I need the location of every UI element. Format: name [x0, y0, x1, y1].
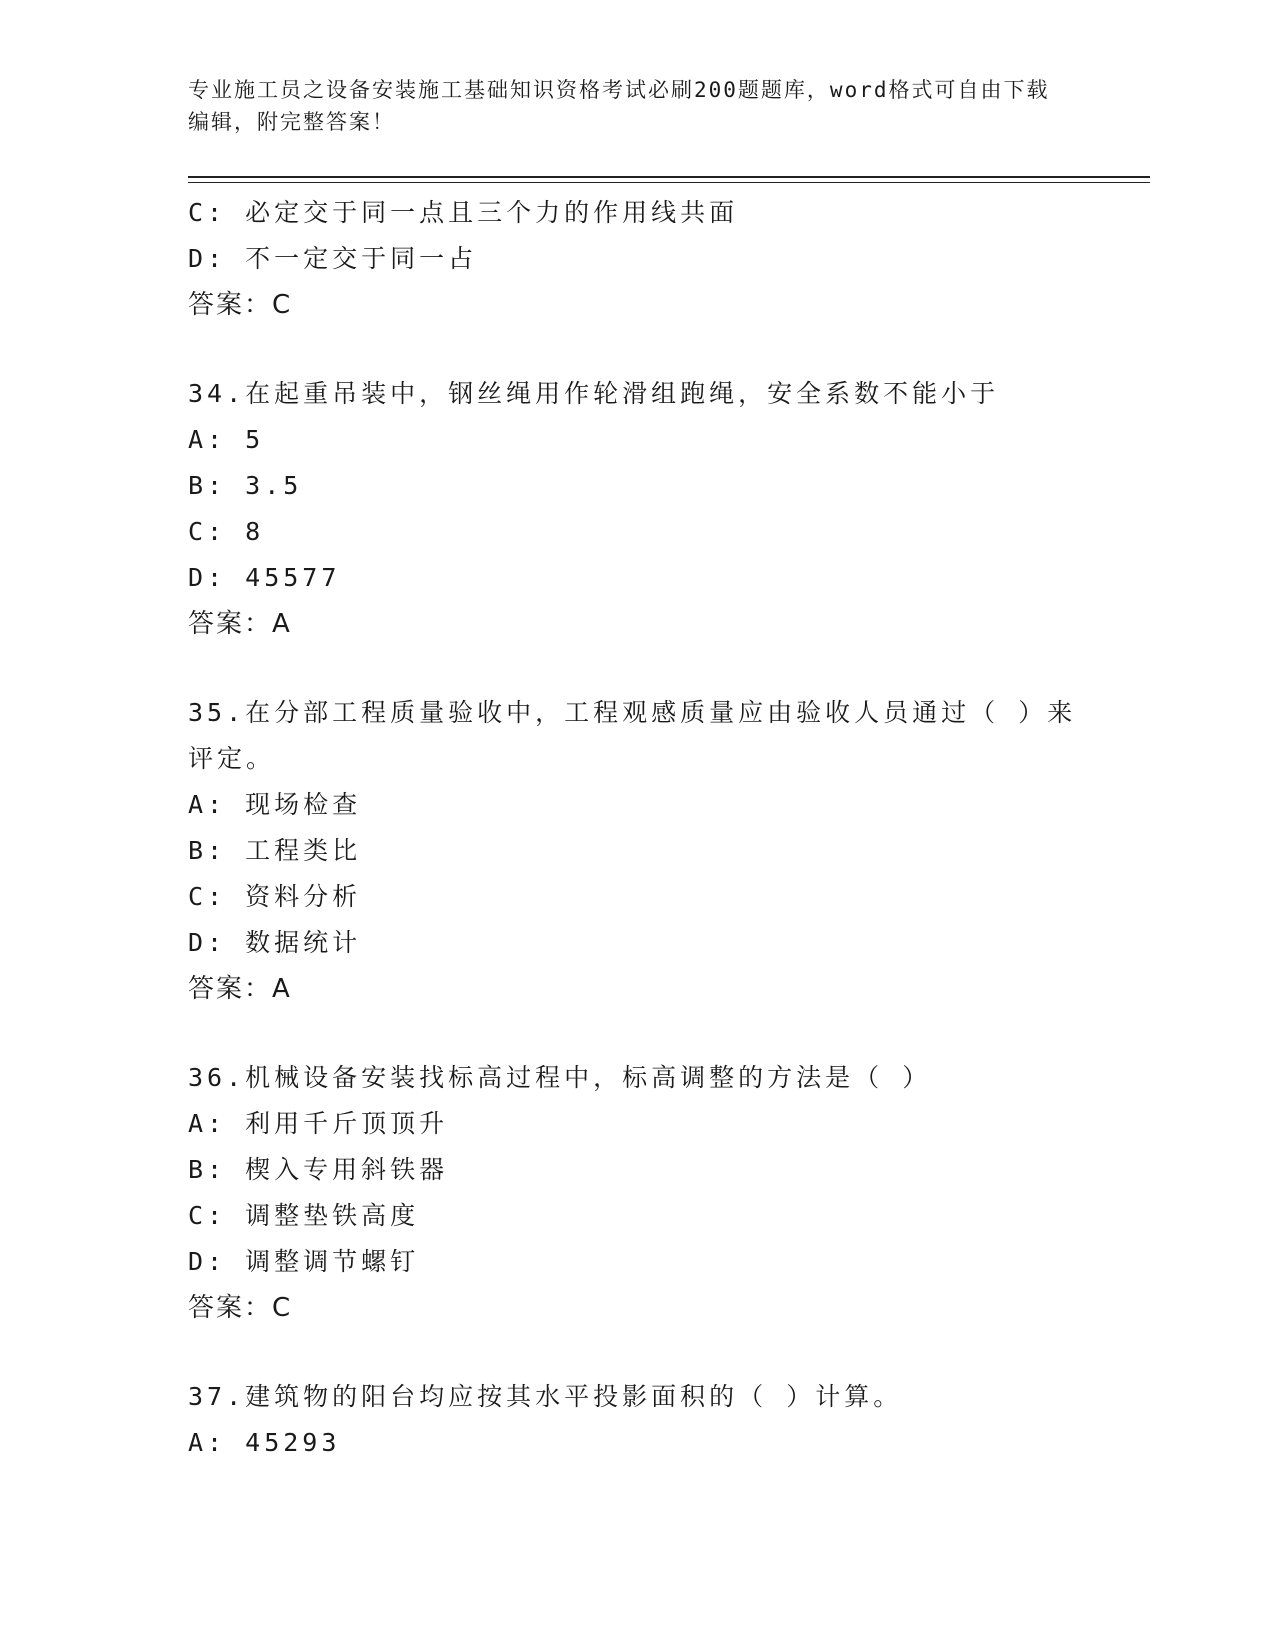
answer-line: 答案：A [188, 974, 292, 1004]
option-b: B: 工程类比 [188, 836, 362, 865]
option-c: C: 8 [188, 517, 265, 546]
answer-line: 答案：C [188, 290, 293, 320]
option-b: B: 3.5 [188, 471, 303, 500]
option-d: D: 数据统计 [188, 928, 362, 957]
question-block [188, 1055, 1088, 1331]
option-c: C: 必定交于同一点且三个力的作用线共面 [188, 198, 739, 227]
option-a: A: 45293 [188, 1428, 341, 1457]
question-text: 35.在分部工程质量验收中，工程观感质量应由验收人员通过（ ）来评定。 [188, 698, 1077, 773]
option-c: C: 资料分析 [188, 882, 362, 911]
header-rule-thin [188, 182, 1150, 183]
question-block [188, 690, 1088, 1012]
option-a: A: 利用千斤顶顶升 [188, 1109, 449, 1138]
option-d: D: 45577 [188, 563, 341, 592]
question-block [188, 1374, 1088, 1466]
answer-line: 答案：A [188, 609, 292, 639]
answer-line: 答案：C [188, 1293, 293, 1323]
question-text: 36.机械设备安装找标高过程中，标高调整的方法是（ ） [188, 1063, 932, 1092]
option-c: C: 调整垫铁高度 [188, 1201, 420, 1230]
question-text: 37.建筑物的阳台均应按其水平投影面积的（ ）计算。 [188, 1382, 903, 1411]
document-header: 专业施工员之设备安装施工基础知识资格考试必刷200题题库，word格式可自由下载编辑，附完整答案！ [188, 78, 1050, 134]
option-b: B: 楔入专用斜铁器 [188, 1155, 449, 1184]
question-text: 34.在起重吊装中，钢丝绳用作轮滑组跑绳，安全系数不能小于 [188, 379, 1000, 408]
option-d: D: 不一定交于同一占 [188, 244, 478, 273]
question-block [188, 371, 1088, 647]
question-block-partial [188, 190, 1088, 328]
option-d: D: 调整调节螺钉 [188, 1247, 420, 1276]
option-a: A: 5 [188, 425, 265, 454]
question-list [188, 190, 1088, 1466]
header-rule-thick [188, 176, 1150, 178]
option-a: A: 现场检查 [188, 790, 362, 819]
